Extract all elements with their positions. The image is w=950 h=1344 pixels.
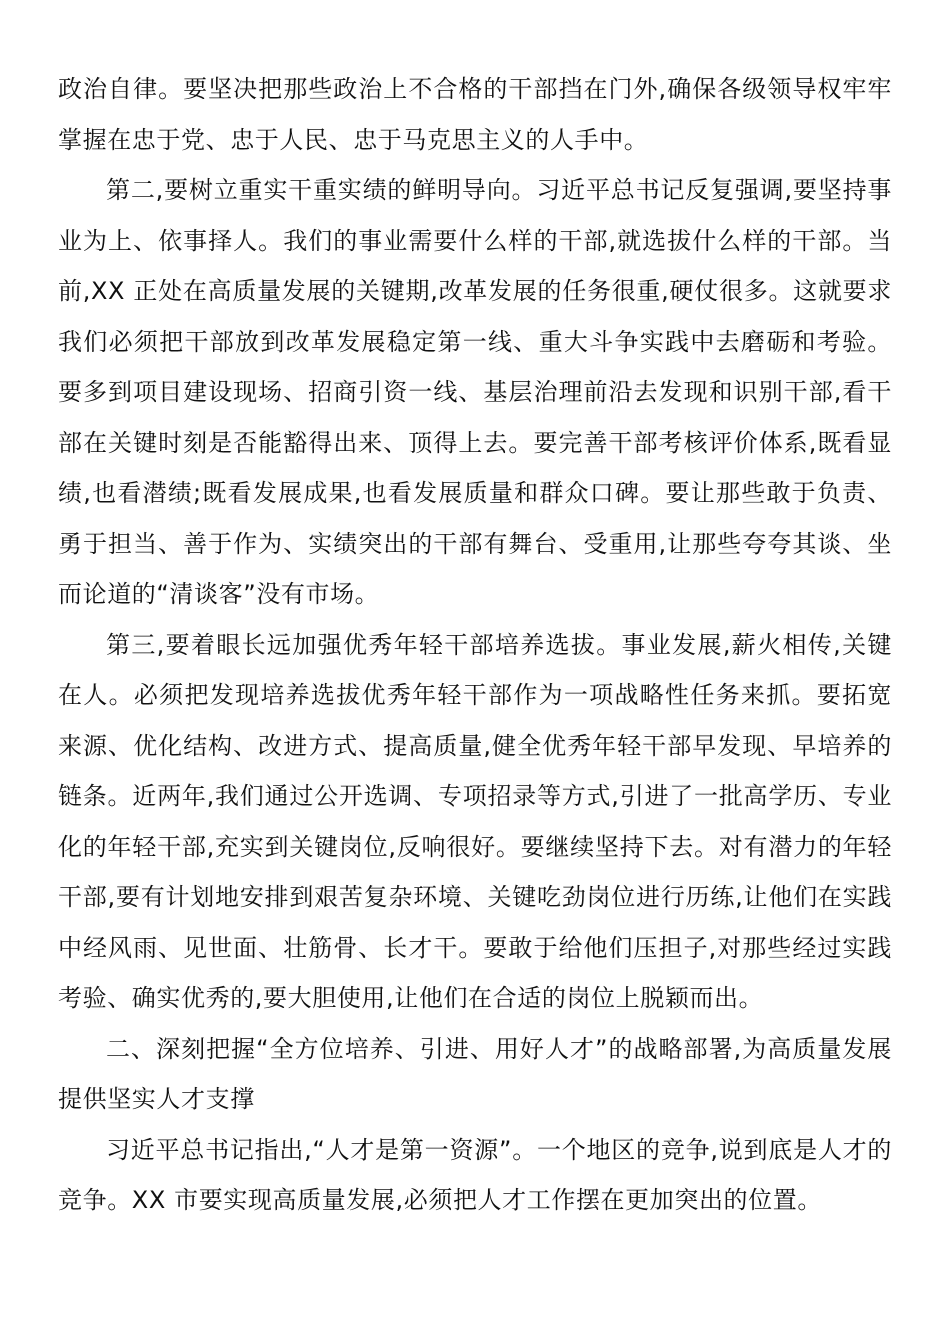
paragraph-second-point: 第二,要树立重实干重实绩的鲜明导向。习近平总书记反复强调,要坚持事业为上、依事择人。我们的事业需要什么样的干部,就选拔什么样的干部。当前,XX 正处在高质量发展的关键期,改革发展的任务很重,硬仗很多。这就要求我们必须把干部放到改革发展稳定第一线、重大斗争实践中去磨砺和考验。要多到项目建设现场、招商引资一线、基层治理前沿去发现和识别干部,看干部在关键时刻是否能豁得出来、顶得上去。要完善干部考核评价体系,既看显绩,也看潜绩;既看发展成果,也看发展质量和群众口碑。要让那些敢于负责、勇于担当、善于作为、实绩突出的干部有舞台、受重用,让那些夸夸其谈、坐而论道的“清谈客”没有市场。 <box>58 176 892 608</box>
section-heading-talent: 二、深刻把握“全方位培养、引进、用好人才”的战略部署,为高质量发展提供坚实人才支撑 <box>58 1034 892 1113</box>
paragraph-political-discipline: 政治自律。要坚决把那些政治上不合格的干部挡在门外,确保各级领导权牢牢掌握在忠于党、忠于人民、忠于马克思主义的人手中。 <box>58 75 892 154</box>
paragraph-talent-intro: 习近平总书记指出,“人才是第一资源”。一个地区的竞争,说到底是人才的竞争。XX 市要实现高质量发展,必须把人才工作摆在更加突出的位置。 <box>58 1135 892 1214</box>
paragraph-third-point: 第三,要着眼长远加强优秀年轻干部培养选拔。事业发展,薪火相传,关键在人。必须把发现培养选拔优秀年轻干部作为一项战略性任务来抓。要拓宽来源、优化结构、改进方式、提高质量,健全优秀年轻干部早发现、早培养的链条。近两年,我们通过公开选调、专项招录等方式,引进了一批高学历、专业化的年轻干部,充实到关键岗位,反响很好。要继续坚持下去。对有潜力的年轻干部,要有计划地安排到艰苦复杂环境、关键吃劲岗位进行历练,让他们在实践中经风雨、见世面、壮筋骨、长才干。要敢于给他们压担子,对那些经过实践考验、确实优秀的,要大胆使用,让他们在合适的岗位上脱颖而出。 <box>58 630 892 1012</box>
document-body <box>58 64 892 1226</box>
